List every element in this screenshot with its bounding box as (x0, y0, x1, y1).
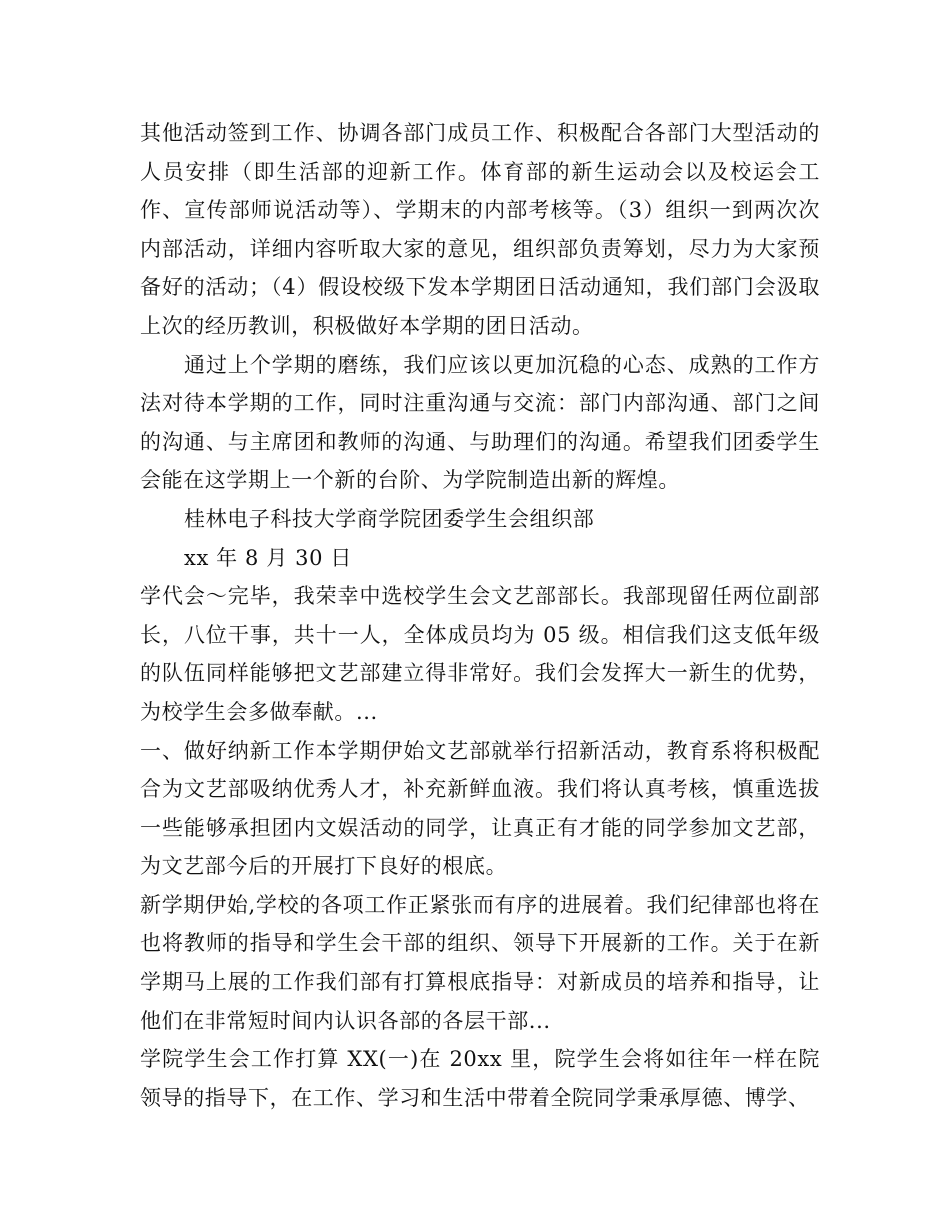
paragraph-summary: 通过上个学期的磨练，我们应该以更加沉稳的心态、成熟的工作方法对待本学期的工作，同时注重沟通与交流：部门内部沟通、部门之间的沟通、与主席团和教师的沟通、与助理们的沟通。希望我们团委学生会能在这学期上一个新的台阶、为学院制造出新的辉煌。 (140, 352, 820, 493)
paragraph-arts-department: 学代会～完毕，我荣幸中选校学生会文艺部部长。我部现留任两位副部长，八位干事，共十一人，全体成员均为 05 级。相信我们这支低年级的队伍同样能够把文艺部建立得非常好。我们会发挥大一新生的优势，为校学生会多做奉献。... (140, 584, 820, 724)
signature-organization: 桂林电子科技大学商学院团委学生会组织部 (184, 506, 595, 531)
paragraph-work-plan: 学院学生会工作打算 XX(一)在 20xx 里，院学生会将如往年一样在院领导的指导下，在工作、学习和生活中带着全院同学秉承厚德、博学、 (140, 1047, 820, 1110)
paragraph-recruitment: 一、做好纳新工作本学期伊始文艺部就举行招新活动，教育系将积极配合为文艺部吸纳优秀人才，补充新鲜血液。我们将认真考核，慎重选拔一些能够承担团内文娱活动的同学，让真正有才能的同学参加文艺部，为文艺部今后的开展打下良好的根底。 (140, 738, 820, 879)
signature-date: xx 年 8 月 30 日 (184, 545, 352, 570)
paragraph-activities: 其他活动签到工作、协调各部门成员工作、积极配合各部门大型活动的人员安排（即生活部的迎新工作。体育部的新生运动会以及校运会工作、宣传部师说活动等）、学期末的内部考核等。（3）组织一到两次次内部活动，详细内容听取大家的意见，组织部负责筹划，尽力为大家预备好的活动；（4）假设校级下发本学期团日活动通知，我们部门会汲取上次的经历教训，积极做好本学期的团日活动。 (140, 121, 820, 338)
paragraph-discipline-department: 新学期伊始,学校的各项工作正紧张而有序的进展着。我们纪律部也将在也将教师的指导和学生会干部的组织、领导下开展新的工作。关于在新学期马上展的工作我们部有打算根底指导：对新成员的培养和指导，让他们在非常短时间内认识各部的各层干部... (140, 892, 820, 1033)
document-page (140, 114, 820, 1117)
